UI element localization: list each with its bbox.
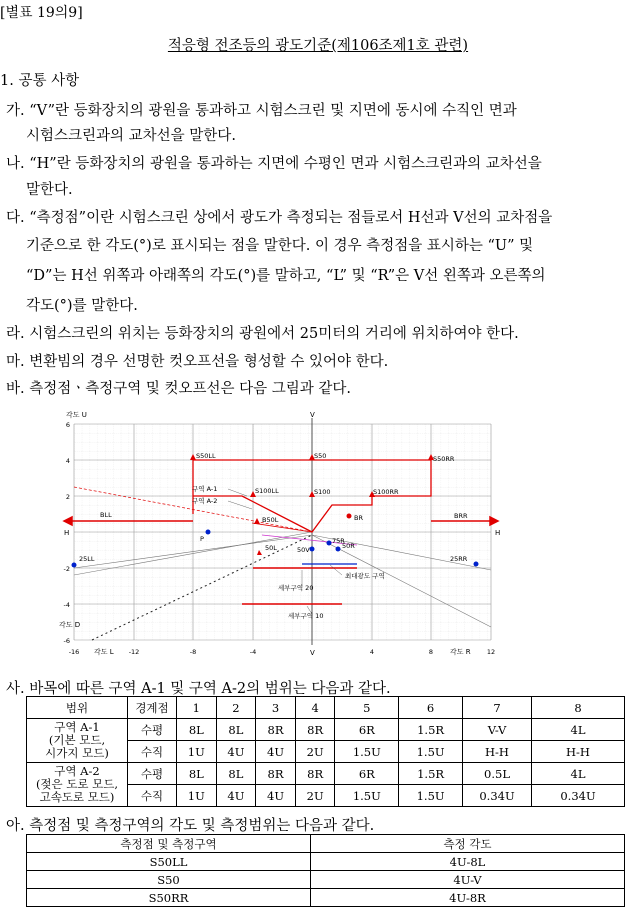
label-zone-a1: 구역 A-1 bbox=[192, 485, 218, 493]
arrow-left-icon bbox=[64, 517, 72, 525]
table-header: 경계점 bbox=[128, 697, 177, 719]
label-s100: S100 bbox=[314, 488, 331, 496]
arrow-right-icon bbox=[490, 517, 498, 525]
marker-br bbox=[347, 514, 352, 519]
item-da-line1: 다. “측정점”이란 시험스크린 상에서 광도가 측정되는 점들로서 H선과 V선의 교차점을 bbox=[6, 210, 553, 226]
table-header: 2 bbox=[216, 697, 256, 719]
angle-cell: 4U-V bbox=[311, 871, 625, 889]
value-cell: 1.5R bbox=[399, 763, 463, 785]
marker-25ll bbox=[72, 563, 77, 568]
value-cell: 1.5U bbox=[335, 785, 399, 807]
label-segment-10: 세부구역 10 bbox=[288, 612, 324, 620]
table-row bbox=[27, 889, 625, 907]
value-cell: 1.5U bbox=[399, 741, 463, 763]
zone-range-table bbox=[26, 696, 625, 807]
value-cell: 4U bbox=[256, 785, 296, 807]
label-50v: 50V bbox=[297, 546, 310, 554]
value-cell: H-H bbox=[463, 741, 532, 763]
h-label-left: H bbox=[64, 529, 70, 537]
table-header-row bbox=[27, 697, 625, 719]
label-p: P bbox=[200, 535, 204, 543]
value-cell: 8R bbox=[295, 763, 335, 785]
item-na-line2: 말한다. bbox=[26, 182, 73, 198]
value-cell: 8L bbox=[216, 763, 256, 785]
measurement-diagram bbox=[52, 405, 522, 667]
label-50l: 50L bbox=[265, 544, 277, 552]
x-axis-title-left: 각도 L bbox=[94, 648, 114, 656]
label-75r: 75R bbox=[332, 537, 345, 545]
value-cell: 6R bbox=[335, 763, 399, 785]
measure-angle-table bbox=[26, 834, 625, 907]
value-cell: 1U bbox=[177, 785, 217, 807]
table-row bbox=[27, 719, 625, 741]
kind-cell: 수평 bbox=[128, 719, 177, 741]
value-cell: 8R bbox=[256, 763, 296, 785]
y-tick: 6 bbox=[65, 421, 70, 429]
value-cell: V-V bbox=[463, 719, 532, 741]
point-cell: S50 bbox=[27, 871, 311, 889]
angle-cell: 4U-8L bbox=[311, 853, 625, 871]
value-cell: 0.5L bbox=[463, 763, 532, 785]
value-cell: 8L bbox=[177, 763, 217, 785]
marker-50r bbox=[336, 547, 341, 552]
value-cell: 8R bbox=[295, 719, 335, 741]
value-cell: 0.34U bbox=[532, 785, 625, 807]
x-ticks bbox=[69, 648, 495, 656]
table-header: 7 bbox=[463, 697, 532, 719]
value-cell: 1.5R bbox=[399, 719, 463, 741]
item-ra: 라. 시험스크린의 위치는 등화장치의 광원에서 25미터의 거리에 위치하여야 한다. bbox=[6, 326, 519, 342]
h-label-right: H bbox=[495, 529, 501, 537]
item-ga-line1: 가. “V”란 등화장치의 광원을 통과하고 시험스크린 및 지면에 동시에 수직인 면과 bbox=[6, 103, 517, 119]
table-header: 측정 각도 bbox=[311, 835, 625, 853]
label-max-zone: 최대광도 구역 bbox=[345, 572, 385, 580]
label-b50l: B50L bbox=[262, 516, 279, 524]
label-zone-a2: 구역 A-2 bbox=[192, 497, 218, 505]
table-header: 8 bbox=[532, 697, 625, 719]
value-cell: 0.34U bbox=[463, 785, 532, 807]
x-tick: 12 bbox=[486, 648, 496, 656]
table-row bbox=[27, 871, 625, 889]
y-axis-title-up: 각도 U bbox=[66, 411, 87, 419]
table-header: 4 bbox=[295, 697, 335, 719]
kind-cell: 수직 bbox=[128, 785, 177, 807]
table-header: 6 bbox=[399, 697, 463, 719]
page-title: 적응형 전조등의 광도기준(제106조제1호 관련) bbox=[167, 38, 469, 54]
marker-p bbox=[206, 530, 211, 535]
x-tick: -16 bbox=[68, 648, 80, 656]
table-header: 측정점 및 측정구역 bbox=[27, 835, 311, 853]
group-cell-a2: 구역 A-2 (젖은 도로 모드, 고속도로 모드) bbox=[27, 763, 128, 807]
label-s50ll: S50LL bbox=[196, 452, 216, 460]
item-na-line1: 나. “H”란 등화장치의 광원을 통과하는 지면에 수평인 면과 시험스크린과의 교차선을 bbox=[6, 156, 542, 172]
item-ma: 마. 변환빔의 경우 선명한 컷오프선을 형성할 수 있어야 한다. bbox=[6, 354, 389, 370]
value-cell: 4L bbox=[532, 719, 625, 741]
y-tick: -2 bbox=[63, 565, 70, 573]
x-axis-title-right: 각도 R bbox=[450, 648, 471, 656]
table-header: 범위 bbox=[27, 697, 128, 719]
y-tick: -6 bbox=[63, 637, 70, 645]
v-label-top: V bbox=[310, 411, 315, 419]
y-tick: 4 bbox=[65, 457, 70, 465]
value-cell: 4U bbox=[216, 785, 256, 807]
x-tick: 4 bbox=[369, 648, 375, 656]
label-25ll: 25LL bbox=[79, 555, 95, 563]
label-s50rr: S50RR bbox=[433, 455, 455, 463]
item-sa: 사. 바목에 따른 구역 A-1 및 구역 A-2의 범위는 다음과 같다. bbox=[6, 681, 391, 697]
x-tick: -8 bbox=[189, 648, 197, 656]
y-axis-title-down: 각도 D bbox=[59, 621, 81, 629]
item-a: 아. 측정점 및 측정구역의 각도 및 측정범위는 다음과 같다. bbox=[6, 818, 375, 834]
table-header: 3 bbox=[256, 697, 296, 719]
kind-cell: 수직 bbox=[128, 741, 177, 763]
x-tick: 8 bbox=[428, 648, 434, 656]
kind-cell: 수평 bbox=[128, 763, 177, 785]
value-cell: 4U bbox=[256, 741, 296, 763]
value-cell: 1.5U bbox=[399, 785, 463, 807]
label-br: BR bbox=[354, 514, 363, 522]
y-tick: -4 bbox=[63, 601, 70, 609]
marker-50v bbox=[310, 547, 315, 552]
table-header: 1 bbox=[177, 697, 217, 719]
angle-cell: 4U-8R bbox=[311, 889, 625, 907]
value-cell: H-H bbox=[532, 741, 625, 763]
label-s100ll: S100LL bbox=[255, 487, 279, 495]
label-s100rr: S100RR bbox=[373, 488, 399, 496]
y-tick: 2 bbox=[65, 493, 70, 501]
point-cell: S50LL bbox=[27, 853, 311, 871]
table-row bbox=[27, 763, 625, 785]
label-segment-20: 세부구역 20 bbox=[278, 584, 314, 592]
item-da-line2: 기준으로 한 각도(°)로 표시되는 점을 말한다. 이 경우 측정점을 표시하는 “U” 및 bbox=[26, 238, 534, 254]
section-1-heading: 1. 공통 사항 bbox=[0, 73, 80, 89]
label-brr: BRR bbox=[454, 512, 468, 520]
value-cell: 2U bbox=[295, 741, 335, 763]
marker-75r bbox=[327, 541, 332, 546]
point-cell: S50RR bbox=[27, 889, 311, 907]
x-tick: -12 bbox=[128, 648, 140, 656]
label-bll: BLL bbox=[100, 511, 112, 519]
x-tick: -4 bbox=[249, 648, 257, 656]
v-label-bottom: V bbox=[310, 649, 315, 657]
group-cell-a1: 구역 A-1 (기본 모드, 시가지 모드) bbox=[27, 719, 128, 763]
value-cell: 4L bbox=[532, 763, 625, 785]
marker-25rr bbox=[474, 562, 479, 567]
annex-header: [별표 19의9] bbox=[0, 5, 83, 21]
item-da-line4: 각도(°)를 말한다. bbox=[26, 298, 138, 314]
label-s50: S50 bbox=[314, 452, 327, 460]
value-cell: 8R bbox=[256, 719, 296, 741]
label-50r: 50R bbox=[342, 542, 355, 550]
table-header: 5 bbox=[335, 697, 399, 719]
item-ga-line2: 시험스크린과의 교차선을 말한다. bbox=[26, 128, 236, 144]
value-cell: 8L bbox=[216, 719, 256, 741]
item-ba: 바. 측정점ㆍ측정구역 및 컷오프선은 다음 그림과 같다. bbox=[6, 381, 352, 397]
table-header-row bbox=[27, 835, 625, 853]
value-cell: 4U bbox=[216, 741, 256, 763]
value-cell: 2U bbox=[295, 785, 335, 807]
table-row bbox=[27, 853, 625, 871]
value-cell: 6R bbox=[335, 719, 399, 741]
item-da-line3: “D”는 H선 위쪽과 아래쪽의 각도(°)를 말하고, “L” 및 “R”은 V선 왼쪽과 오른쪽의 bbox=[26, 268, 546, 284]
label-25rr: 25RR bbox=[450, 555, 468, 563]
value-cell: 8L bbox=[177, 719, 217, 741]
value-cell: 1.5U bbox=[335, 741, 399, 763]
value-cell: 1U bbox=[177, 741, 217, 763]
